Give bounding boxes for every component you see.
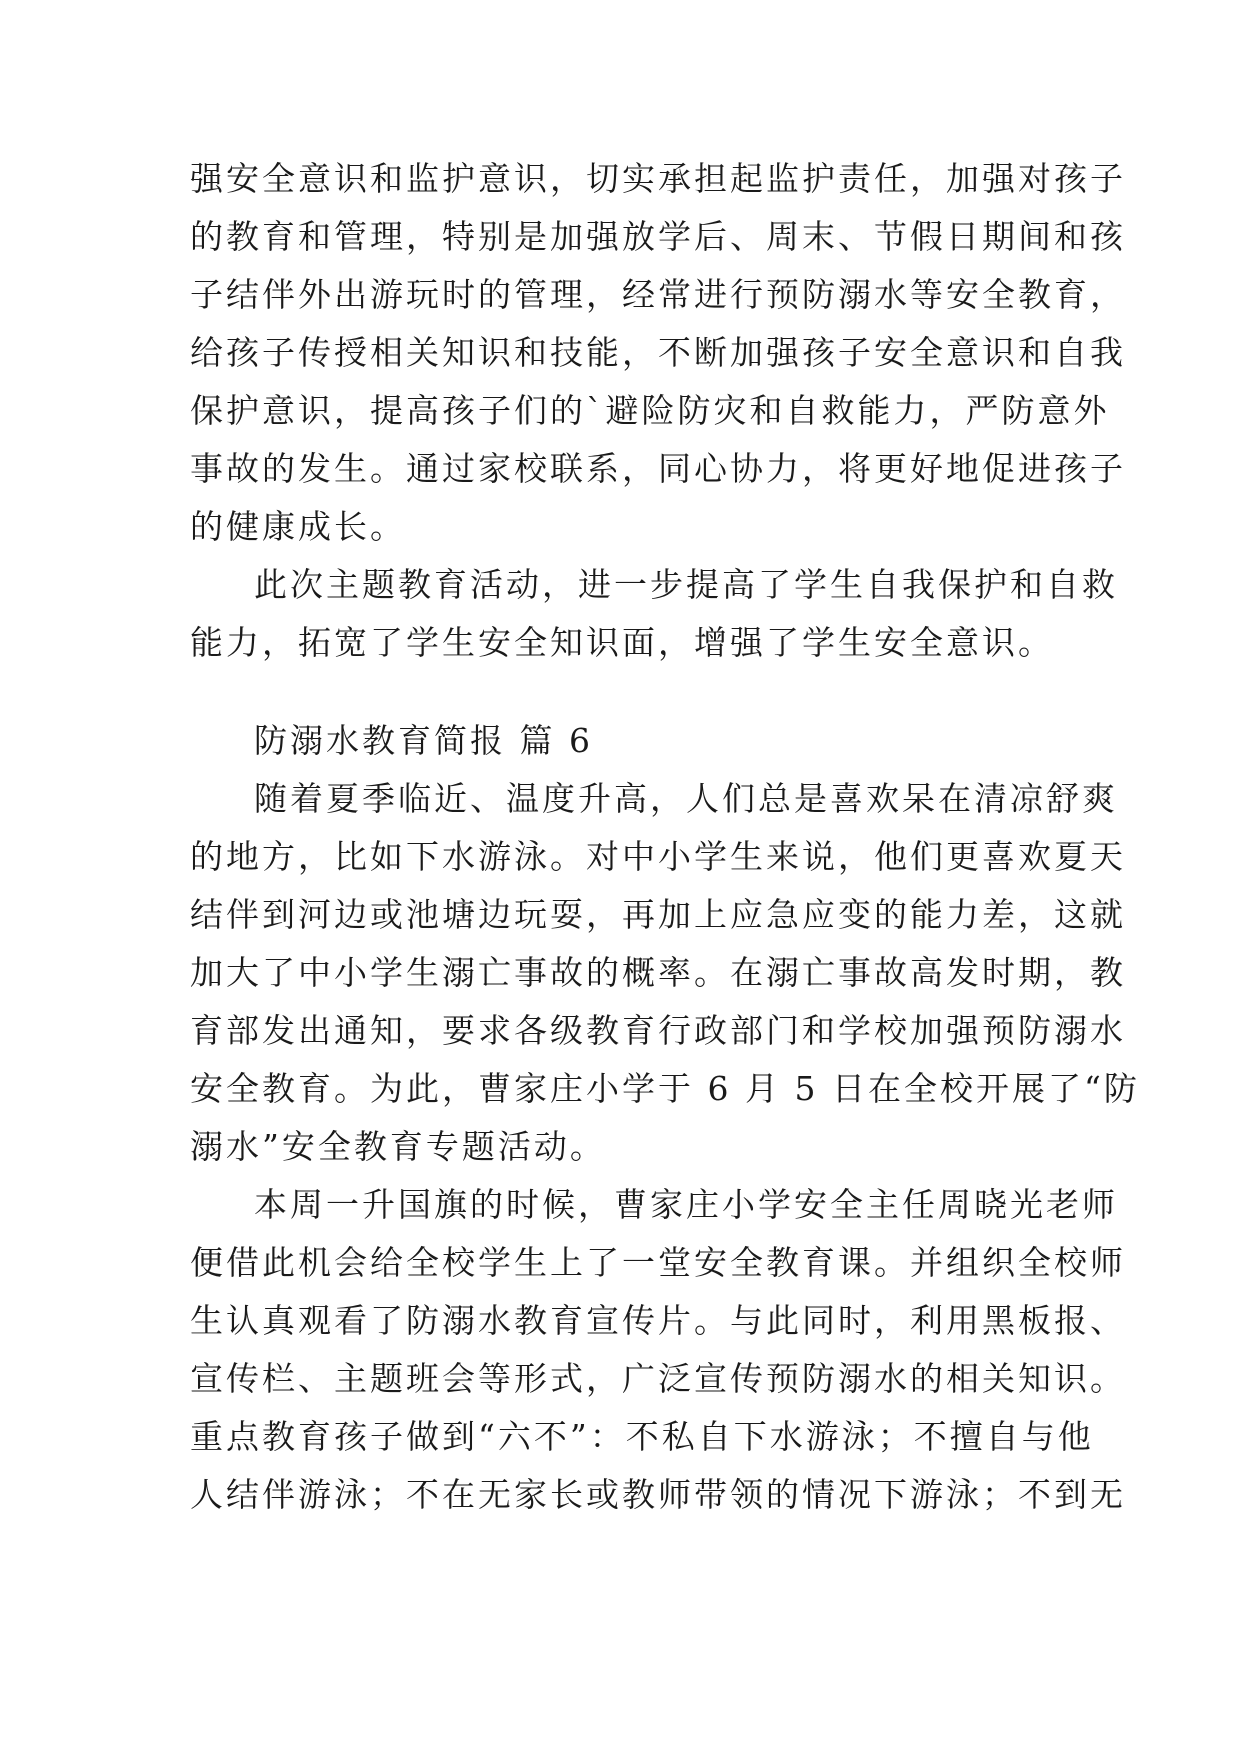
text-line: 能力，拓宽了学生安全知识面，增强了学生安全意识。: [190, 623, 1054, 662]
text-line: 子结伴外出游玩时的管理，经常进行预防溺水等安全教育，: [190, 275, 1126, 314]
text-line: 本周一升国旗的时候，曹家庄小学安全主任周晓光老师: [254, 1185, 1118, 1224]
text-line: 安全教育。为此，曹家庄小学于 6 月 5 日在全校开展了“防: [190, 1069, 1140, 1108]
paragraph-3: [190, 770, 1140, 1176]
text-line: 结伴到河边或池塘边玩耍，再加上应急应变的能力差，这就: [190, 895, 1126, 934]
text-line: 的教育和管理，特别是加强放学后、周末、节假日期间和孩: [190, 217, 1126, 256]
text-line: 重点教育孩子做到“六不”：不私自下水游泳；不擅自与他: [190, 1417, 1094, 1456]
text-line: 溺水”安全教育专题活动。: [190, 1127, 606, 1166]
text-line: 宣传栏、主题班会等形式，广泛宣传预防溺水的相关知识。: [190, 1359, 1126, 1398]
document-body: [190, 150, 1140, 1524]
text-line: 事故的发生。通过家校联系，同心协力，将更好地促进孩子: [190, 449, 1126, 488]
paragraph-4: [190, 1176, 1126, 1524]
text-line: 随着夏季临近、温度升高，人们总是喜欢呆在清凉舒爽: [254, 779, 1118, 818]
text-line: 的地方，比如下水游泳。对中小学生来说，他们更喜欢夏天: [190, 837, 1126, 876]
text-line: 人结伴游泳；不在无家长或教师带领的情况下游泳；不到无: [190, 1475, 1126, 1514]
text-line: 便借此机会给全校学生上了一堂安全教育课。并组织全校师: [190, 1243, 1126, 1282]
text-line: 生认真观看了防溺水教育宣传片。与此同时，利用黑板报、: [190, 1301, 1126, 1340]
text-line: 保护意识，提高孩子们的`避险防灾和自救能力，严防意外: [190, 391, 1110, 430]
section-heading: 防溺水教育简报 篇 6: [254, 721, 593, 760]
text-line: 的健康成长。: [190, 507, 406, 546]
text-line: 加大了中小学生溺亡事故的概率。在溺亡事故高发时期，教: [190, 953, 1126, 992]
text-line: 给孩子传授相关知识和技能，不断加强孩子安全意识和自我: [190, 333, 1126, 372]
paragraph-2: [190, 556, 1118, 672]
text-line: 强安全意识和监护意识，切实承担起监护责任，加强对孩子: [190, 159, 1126, 198]
text-line: 此次主题教育活动，进一步提高了学生自我保护和自救: [254, 565, 1118, 604]
section-spacer: [190, 672, 1070, 712]
text-line: 育部发出通知，要求各级教育行政部门和学校加强预防溺水: [190, 1011, 1126, 1050]
paragraph-1: [190, 150, 1126, 556]
